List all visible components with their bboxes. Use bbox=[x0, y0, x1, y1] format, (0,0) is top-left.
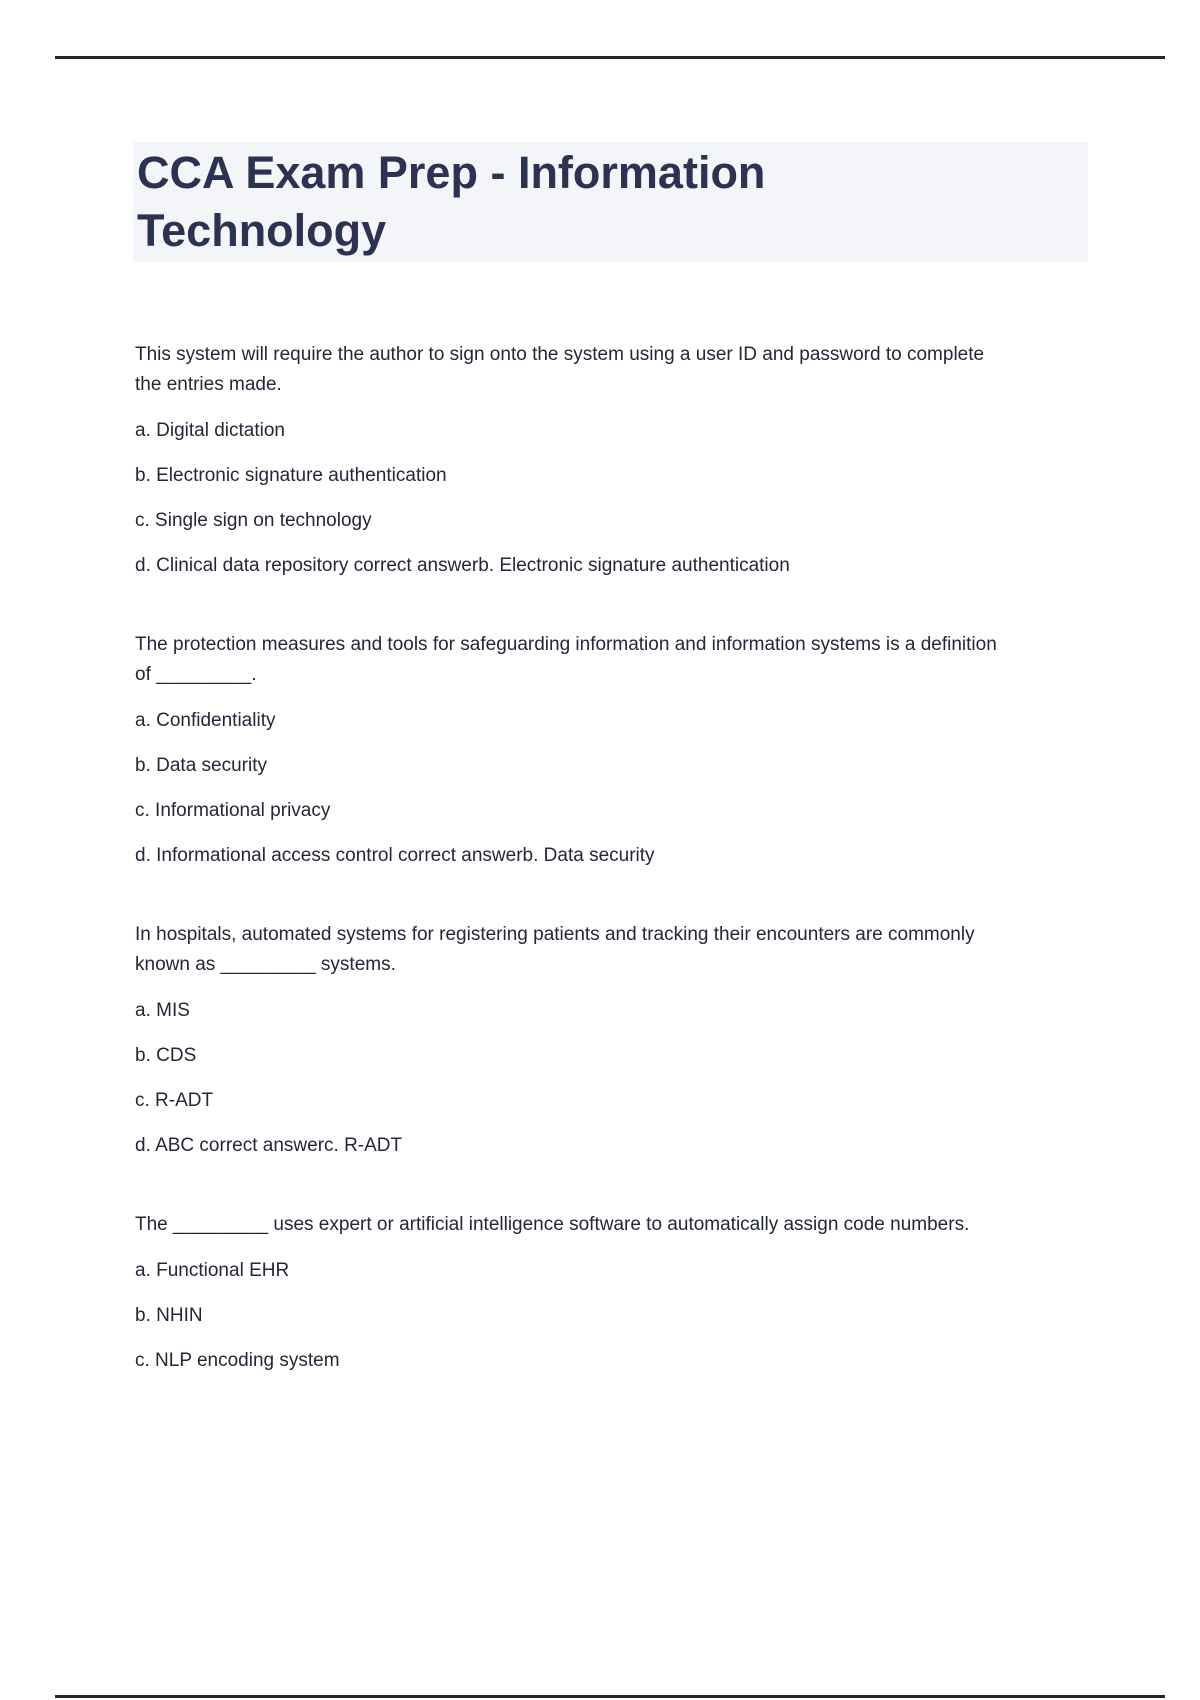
answer-option: d. Clinical data repository correct answerb. Electronic signature authentication bbox=[135, 555, 790, 576]
question-text-line: the entries made. bbox=[135, 374, 282, 395]
question-text bbox=[135, 340, 1100, 400]
answer-option: c. NLP encoding system bbox=[135, 1350, 340, 1371]
answer-option: c. Single sign on technology bbox=[135, 510, 372, 531]
question-text bbox=[135, 1210, 1100, 1240]
answer-option: d. Informational access control correct answerb. Data security bbox=[135, 845, 655, 866]
bottom-rule bbox=[55, 1695, 1165, 1698]
question-options bbox=[135, 416, 1100, 581]
page-title-line-2: Technology bbox=[137, 205, 387, 256]
questions-list bbox=[135, 340, 1100, 1425]
question-text bbox=[135, 920, 1100, 980]
question-block bbox=[135, 1210, 1100, 1376]
question-options bbox=[135, 996, 1100, 1161]
answer-option: b. CDS bbox=[135, 1045, 197, 1066]
answer-option: b. Data security bbox=[135, 755, 267, 776]
question-text-line: of _________. bbox=[135, 664, 257, 685]
answer-option: a. MIS bbox=[135, 1000, 190, 1021]
question-text-line: The _________ uses expert or artificial intelligence software to automatically assign code numbers. bbox=[135, 1214, 970, 1235]
answer-option: b. Electronic signature authentication bbox=[135, 465, 447, 486]
question-text-line: This system will require the author to sign onto the system using a user ID and password to complete bbox=[135, 344, 985, 365]
title-block bbox=[133, 142, 1088, 262]
question-options bbox=[135, 1256, 1100, 1376]
question-block bbox=[135, 630, 1100, 871]
answer-option: c. R-ADT bbox=[135, 1090, 214, 1111]
answer-option: a. Confidentiality bbox=[135, 710, 276, 731]
question-text bbox=[135, 630, 1100, 690]
question-text-line: In hospitals, automated systems for registering patients and tracking their encounters are commonly bbox=[135, 924, 975, 945]
answer-option: b. NHIN bbox=[135, 1305, 203, 1326]
question-options bbox=[135, 706, 1100, 871]
question-text-line: The protection measures and tools for safeguarding information and information systems is a definition bbox=[135, 634, 997, 655]
top-rule bbox=[55, 56, 1165, 59]
page-title-line-1: CCA Exam Prep - Information bbox=[137, 147, 766, 198]
question-text-line: known as _________ systems. bbox=[135, 954, 396, 975]
answer-option: d. ABC correct answerc. R-ADT bbox=[135, 1135, 403, 1156]
answer-option: c. Informational privacy bbox=[135, 800, 331, 821]
answer-option: a. Functional EHR bbox=[135, 1260, 290, 1281]
answer-option: a. Digital dictation bbox=[135, 420, 285, 441]
question-block bbox=[135, 340, 1100, 581]
question-block bbox=[135, 920, 1100, 1161]
